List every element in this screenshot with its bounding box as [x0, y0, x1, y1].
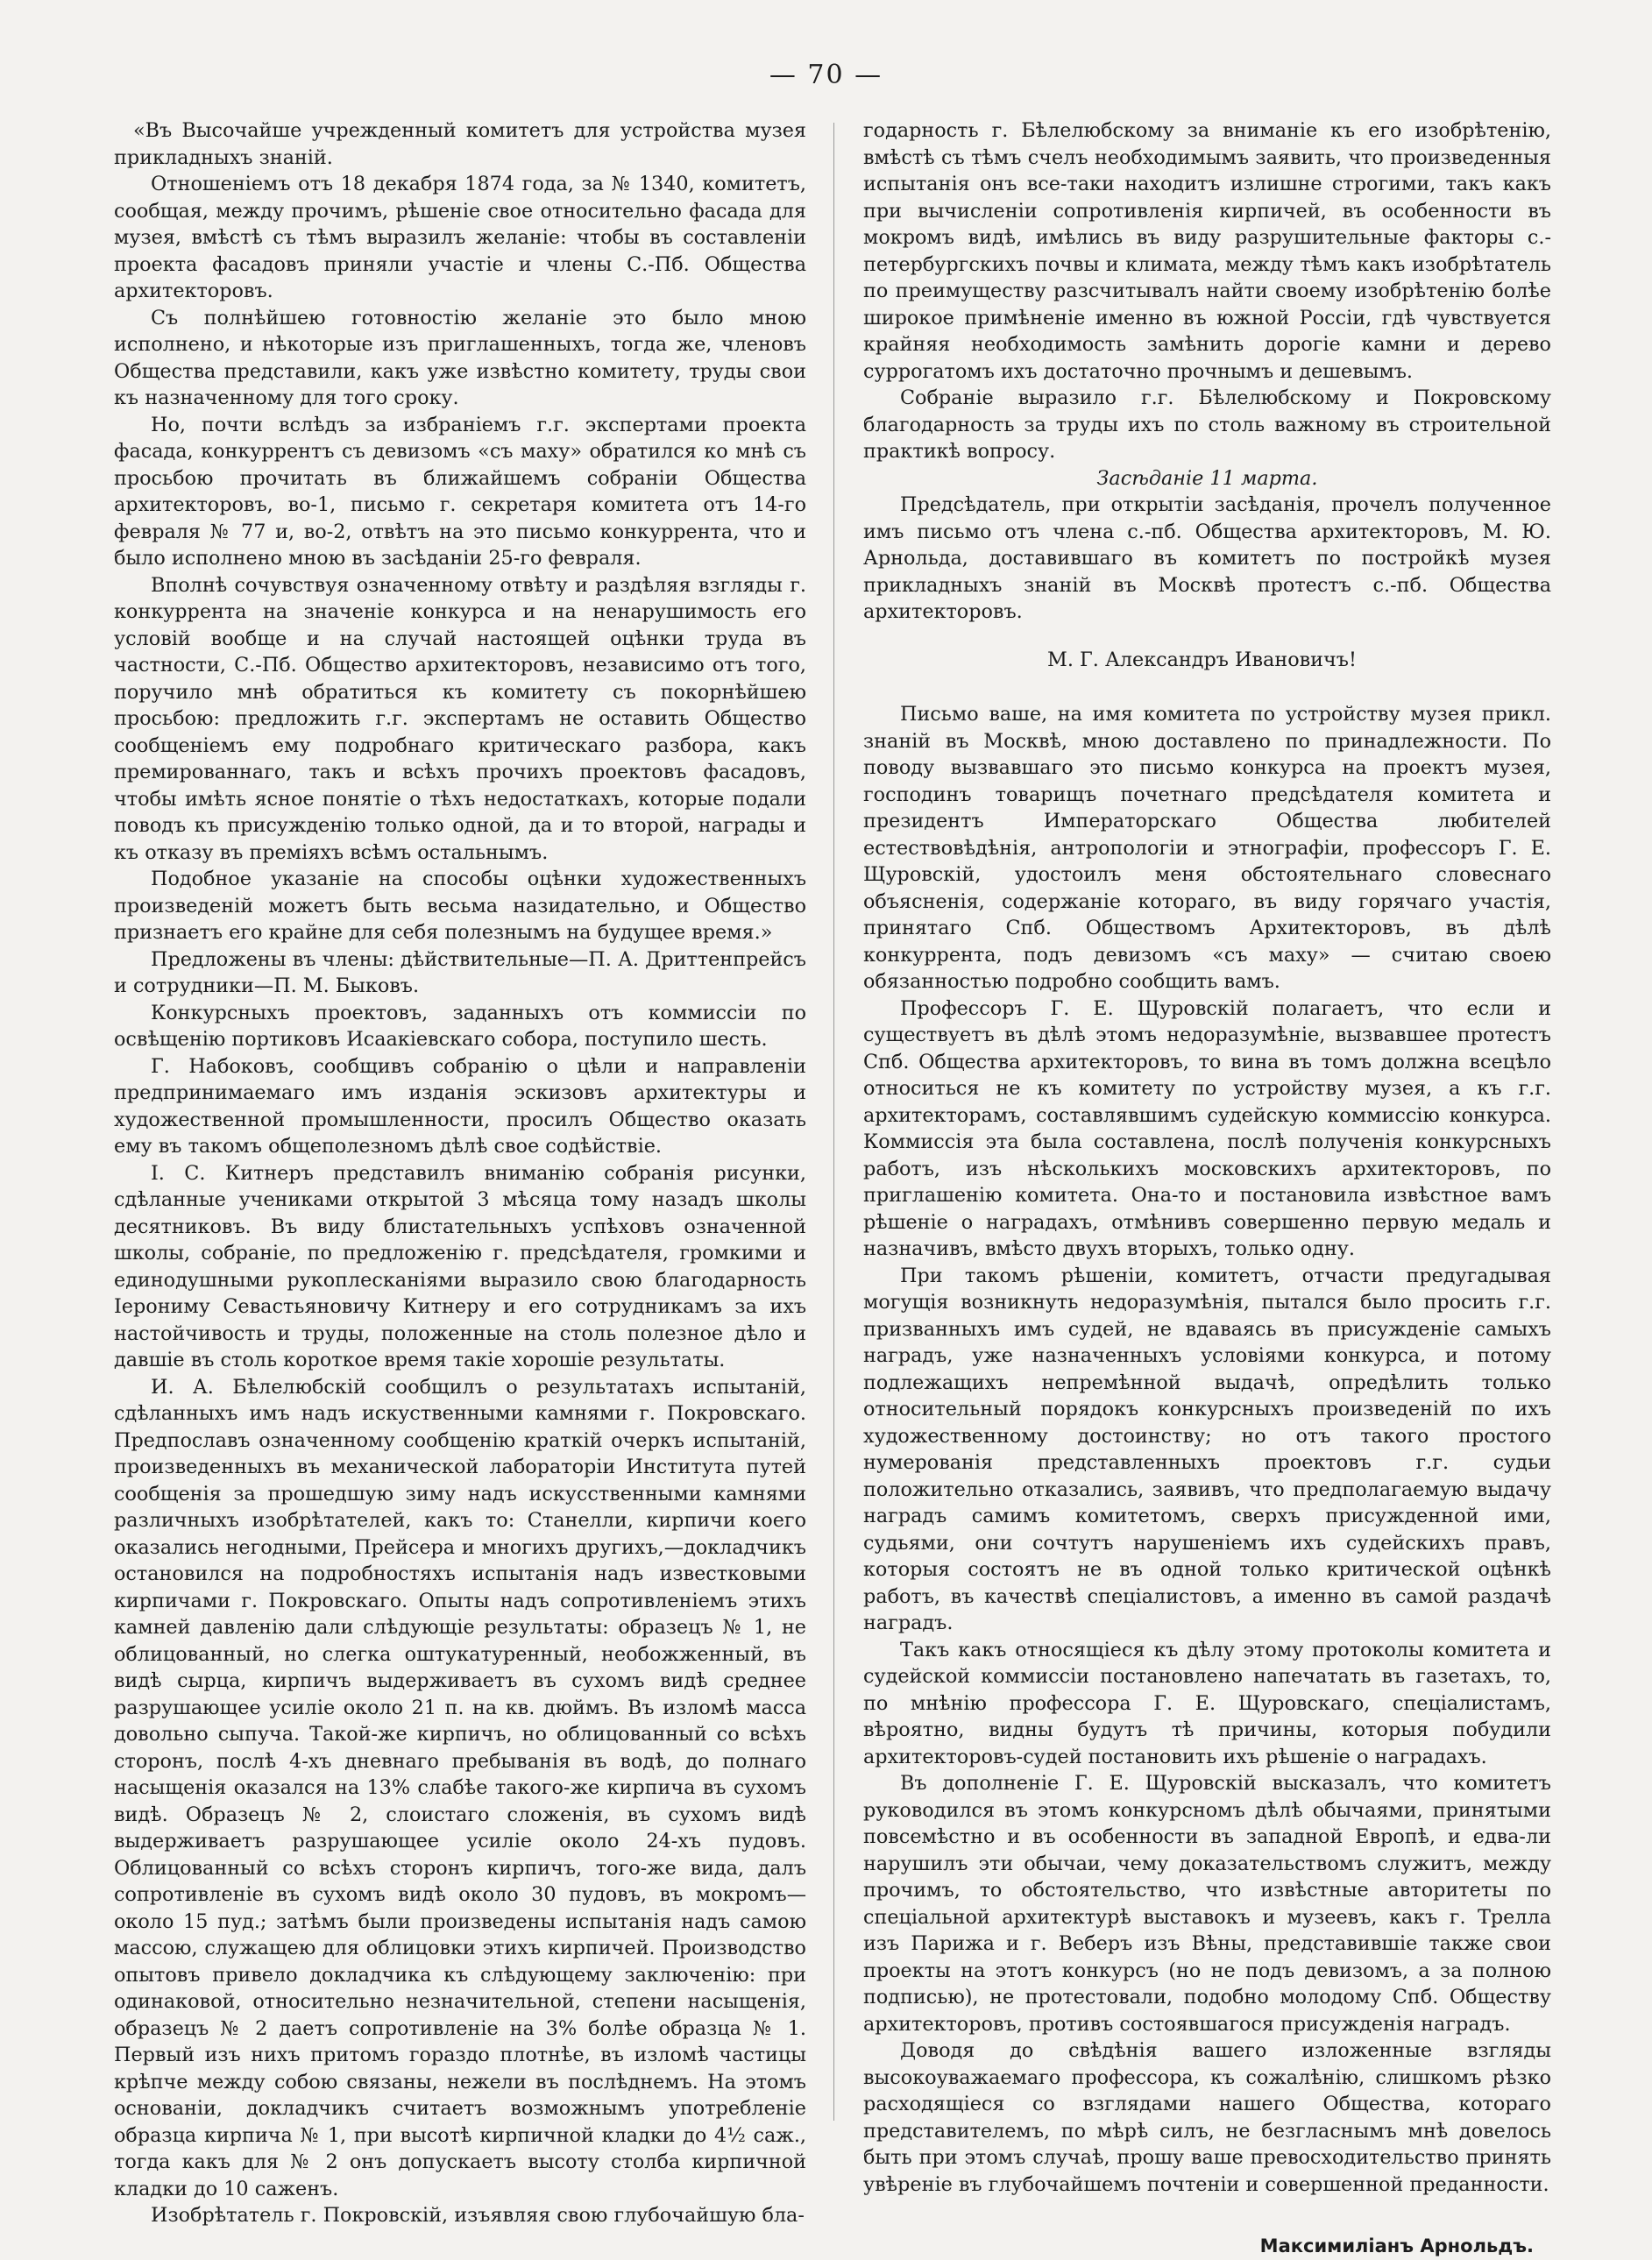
letter-signature: Максимиліанъ Арнольдъ.	[1259, 2235, 1534, 2256]
session-heading: Засѣданіе 11 марта.	[1096, 466, 1318, 490]
left-column	[114, 117, 806, 2229]
letter-paragraph: Такъ какъ относящіеся къ дѣлу этому протоколы комитета и судейской коммиссіи постановлено напечатать въ газетахъ, то, по мнѣнію профессора Г. Е. Щуровскаго, спеціалистамъ, вѣроятно, видны будутъ тѣ причины, которыя побудили архитекторовъ-судей постановить ихъ рѣшеніе о наградахъ.	[863, 1638, 1551, 1768]
page-number: — 70 —	[769, 60, 883, 90]
paragraph: Съ полнѣйшею готовностію желаніе это было мною исполнено, и нѣкоторые изъ приглашенныхъ, тогда же, членовъ Общества представили, какъ уже извѣстно комитету, труды свои къ назначенному для того сроку.	[114, 306, 806, 409]
right-column	[863, 117, 1551, 2260]
paragraph: Подобное указаніе на способы оцѣнки художественныхъ произведеній можетъ быть весьма назидательно, и Общество признаетъ его крайне для себя полезнымъ на будущее время.»	[114, 868, 806, 944]
paragraph: «Въ Высочайше учрежденный комитетъ для устройства музея прикладныхъ знаній.	[114, 119, 806, 169]
paragraph: Изобрѣтатель г. Покровскій, изъявляя свою глубочайшую бла-	[151, 2204, 805, 2227]
paragraph: Но, почти вслѣдъ за избраніемъ г.г. экспертами проекта фасада, конкуррентъ съ девизомъ «съ маху» обратился ко мнѣ съ просьбою прочитать въ ближайшемъ собраніи Общества архитекторовъ, во-1, письмо г. секретаря комитета отъ 14-го февраля № 77 и, во-2, отвѣтъ на это письмо конкуррента, что и было исполнено мною въ засѣданіи 25-го февраля.	[114, 413, 806, 570]
paragraph-continuation: годарность г. Бѣлелюбскому за вниманіе къ его изобрѣтенію, вмѣстѣ съ тѣмъ счелъ необходимымъ заявить, что произведенныя испытанія онъ все-таки находитъ излишне строгими, такъ какъ при вычисленіи сопротивленія кирпичей, въ особенности въ мокромъ видѣ, имѣлись въ виду разрушительные факторы с.-петербургскихъ почвы и климата, между тѣмъ какъ изобрѣтатель по преимуществу разсчитывалъ найти своему изобрѣтенію болѣе широкое примѣненіе именно въ южной Россіи, гдѣ чувствуется крайняя необходимость замѣнить дорогіе камни и дерево суррогатомъ ихъ достаточно прочнымъ и дешевымъ.	[863, 119, 1551, 383]
paragraph: Предложены въ члены: дѣйствительные—П. А. Дриттенпрейсъ и сотрудники—П. М. Быковъ.	[114, 947, 806, 997]
paragraph: И. А. Бѣлелюбскій сообщилъ о результатахъ испытаній, сдѣланныхъ имъ надъ искуственными камнями г. Покровскаго. Предпославъ означенному сообщенію краткій очеркъ испытаній, произведенныхъ въ механической лабораторіи Института путей сообщенія за прошедшую зиму надъ искусственными камнями различныхъ изобрѣтателей, какъ то: Станелли, кирпичи коего оказались негодными, Прейсера и многихъ другихъ,—докладчикъ остановился на подробностяхъ испытанія надъ известковыми кирпичами г. Покровскаго. Опыты надъ сопротивленіемъ этихъ камней давленію дали слѣдующіе результаты: образецъ № 1, не облицованный, но слегка оштукатуренный, необожженный, въ видѣ сырца, кирпичъ выдерживаетъ въ сухомъ видѣ среднее разрушающее усиліе около 21 п. на кв. дюймъ. Въ изломѣ масса довольно сыпуча. Такой-же кирпичъ, но облицованный со всѣхъ сторонъ, послѣ 4-хъ дневнаго пребыванія въ водѣ, до полнаго насыщенія оказался на 13% слабѣе такого-же кирпича въ сухомъ видѣ. Образецъ № 2, слоистаго сложенія, въ сухомъ видѣ выдерживаетъ разрушающее усиліе около 24-хъ пудовъ. Облицованный со всѣхъ сторонъ кирпичъ, того-же вида, далъ сопротивленіе въ сухомъ видѣ около 30 пудовъ, въ мокромъ—около 15 пуд.; затѣмъ были произведены испытанія надъ самою массою, служащею для облицовки этихъ кирпичей. Производство опытовъ привело докладчика къ слѣдующему заключенію: при одинаковой, относительно незначительной, степени насыщенія, образецъ № 2 даетъ сопротивленіе на 3% болѣе образца № 1. Первый изъ нихъ притомъ гораздо плотнѣе, въ изломѣ частицы крѣпче между собою связаны, нежели въ послѣднемъ. На этомъ основаніи, докладчикъ считаетъ возможнымъ употребленіе образца кирпича № 1, при высотѣ кирпичной кладки до 4½ саж., тогда какъ для № 2 онъ допускаетъ высоту столба кирпичной кладки до 10 саженъ.	[114, 1375, 806, 2200]
paragraph: Г. Набоковъ, сообщивъ собранію о цѣли и направленіи предпринимаемаго имъ изданія эскизовъ архитектуры и художественной промышленности, просилъ Общество оказать ему въ такомъ общеполезномъ дѣлѣ свое содѣйствіе.	[114, 1054, 806, 1158]
paragraph: Вполнѣ сочувствуя означенному отвѣту и раздѣляя взгляды г. конкуррента на значеніе конкурса и на ненарушимость его условій вообще и на случай настоящей оцѣнки труда въ частности, С.-Пб. Общество архитекторовъ, независимо отъ того, поручило мнѣ обратиться къ комитету съ покорнѣйшею просьбою: предложить г.г. экспертамъ не оставить Общество сообщеніемъ ему подробнаго критическаго разбора, какъ премированнаго, такъ и всѣхъ прочихъ проектовъ фасадовъ, чтобы имѣть ясное понятіе о тѣхъ недостаткахъ, которые подали поводъ къ присужденію только одной, да и то второй, награды и къ отказу въ преміяхъ всѣмъ остальнымъ.	[114, 573, 806, 864]
paragraph: Отношеніемъ отъ 18 декабря 1874 года, за № 1340, комитетъ, сообщая, между прочимъ, рѣшеніе свое относительно фасада для музея, вмѣстѣ съ тѣмъ выразилъ желаніе: чтобы въ составленіи проекта фасадовъ приняли участіе и члены С.-Пб. Общества архитекторовъ.	[114, 173, 806, 302]
letter-paragraph: Профессоръ Г. Е. Щуровскій полагаетъ, что если и существуетъ въ дѣлѣ этомъ недоразумѣніе, вызвавшее протестъ Спб. Общества архитекторовъ, то вина въ томъ должна всецѣло относиться не къ комитету по устройству музея, а къ г.г. архитекторамъ, составлявшимъ судейскую коммиссію конкурса. Коммиссія эта была составлена, послѣ полученія конкурсныхъ работъ, изъ нѣсколькихъ московскихъ архитекторовъ, по приглашенію комитета. Она-то и постановила извѣстное вамъ рѣшеніе о наградахъ, отмѣнивъ совершенно первую медаль и назначивъ, вмѣсто двухъ вторыхъ, только одну.	[863, 996, 1551, 1260]
column-divider	[833, 123, 834, 2121]
letter-paragraph: Письмо ваше, на имя комитета по устройству музея прикл. знаній въ Москвѣ, мною доставлено по принадлежности. По поводу вызвавшаго это письмо конкурса на проектъ музея, господинъ товарищъ почетнаго предсѣдателя комитета и президентъ Императорскаго Общества любителей естествовѣдѣнія, антропологіи и этнографіи, профессоръ Г. Е. Щуровскій, удостоилъ меня обстоятельнаго словеснаго объясненія, содержаніе котораго, въ виду горячаго участія, принятаго Спб. Обществомъ Архитекторовъ, въ дѣлѣ конкуррента, подъ девизомъ «съ маху» — считаю своею обязанностью подробно сообщить вамъ.	[863, 703, 1551, 993]
letter-salutation: М. Г. Александръ Ивановичъ!	[1047, 648, 1357, 671]
paragraph: Конкурсныхъ проектовъ, заданныхъ отъ коммиссіи по освѣщенію портиковъ Исаакіевскаго собора, поступило шесть.	[114, 1001, 806, 1051]
paragraph: Собраніе выразило г.г. Бѣлелюбскому и Покровскому благодарность за труды ихъ по столь важному въ строительной практикѣ вопросу.	[863, 386, 1551, 463]
letter-paragraph: Доводя до свѣдѣнія вашего изложенные взгляды высокоуважаемаго профессора, къ сожалѣнію, слишкомъ рѣзко расходящіеся со взглядами нашего Общества, котораго представителемъ, по мѣрѣ силъ, не безгласнымъ мнѣ довелось быть при этомъ случаѣ, прошу ваше превосходительство принять увѣреніе въ глубочайшемъ почтеніи и совершенной преданности.	[863, 2039, 1551, 2196]
paragraph: І. С. Китнеръ представилъ вниманію собранія рисунки, сдѣланные учениками открытой 3 мѣсяца тому назадъ школы десятниковъ. Въ виду блистательныхъ успѣховъ означенной школы, собраніе, по предложенію г. предсѣдателя, громкими и единодушными рукоплесканіями выразило свою благодарность Іерониму Севастьяновичу Китнеру и его сотрудникамъ за ихъ настойчивость и труды, положенные на столь полезное дѣло и давшіе въ столь короткое время такіе хорошіе результаты.	[114, 1161, 806, 1371]
letter-paragraph: При такомъ рѣшеніи, комитетъ, отчасти предугадывая могущія возникнуть недоразумѣнія, пытался было просить г.г. призванныхъ имъ судей, не вдаваясь въ присужденіе самыхъ наградъ, уже назначенныхъ условіями конкурса, и потому подлежащихъ непремѣнной выдачѣ, опредѣлить только относительный порядокъ конкурсныхъ произведеній по ихъ художественному достоинству; но отъ такого простого нумерованія представленныхъ проектовъ г.г. судьи положительно отказались, заявивъ, что предполагаемую выдачу наградъ самимъ комитетомъ, сверхъ присужденной ими, судьями, они сочтутъ нарушеніемъ ихъ судейскихъ правъ, которыя состоятъ не въ одной только критической оцѣнкѣ работъ, въ качествѣ спеціалистовъ, а именно въ самой раздачѣ наградъ.	[863, 1264, 1551, 1634]
paragraph-intro: Предсѣдатель, при открытіи засѣданія, прочелъ полученное имъ письмо отъ члена с.-пб. Общества архитекторовъ, М. Ю. Арнольда, доставившаго въ комитетъ по постройкѣ музея прикладныхъ знаній въ Москвѣ протестъ с.-пб. Общества архитекторовъ.	[863, 493, 1551, 623]
letter-paragraph: Въ дополненіе Г. Е. Щуровскій высказалъ, что комитетъ руководился въ этомъ конкурсномъ дѣлѣ обычаями, принятыми повсемѣстно и въ особенности въ западной Европѣ, и едва-ли нарушилъ эти обычаи, чему доказательствомъ служитъ, между прочимъ, то обстоятельство, что извѣстные авторитеты по спеціальной архитектурѣ выставокъ и музеевъ, какъ г. Трелла изъ Парижа и г. Веберъ изъ Вѣны, представившіе также свои проекты на этотъ конкурсъ (но не подъ девизомъ, а за полною подписью), не протестовали, подобно молодому Спб. Обществу архитекторовъ, противъ состоявшагося присужденія наградъ.	[863, 1772, 1551, 2036]
